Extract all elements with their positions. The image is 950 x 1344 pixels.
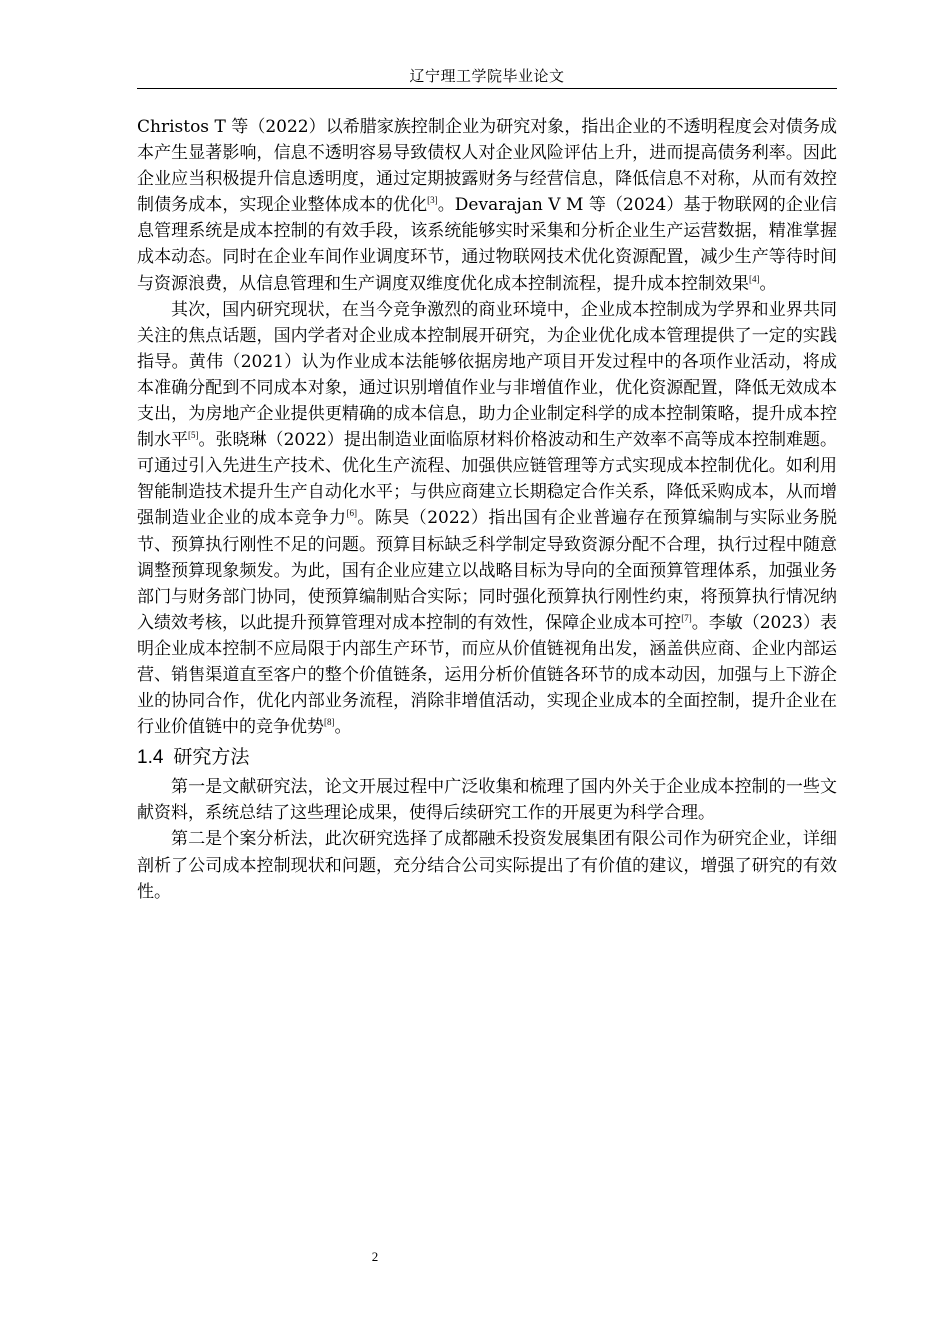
citation-ref: [5] <box>188 430 199 441</box>
body-text <box>137 114 837 905</box>
text-run: 其次，国内研究现状，在当今竞争激烈的商业环境中，企业成本控制成为学界和业界共同关注的焦点话题，国内学者对企业成本控制展开研究，为企业优化成本管理提供了一定的实践指导。黄伟（2021）认为作业成本法能够依据房地产项目开发过程中的各项作业活动，将成本准确分配到不同成本对象，通过识别增值作业与非增值作业，优化资源配置，降低无效成本支出，为房地产企业提供更精确的成本信息，助力企业制定科学的成本控制策略，提升成本控制水平 <box>137 299 837 451</box>
citation-ref: [3] <box>427 195 438 206</box>
citation-ref: [6] <box>346 508 357 519</box>
paragraph-method-case: 第二是个案分析法，此次研究选择了成都融禾投资发展集团有限公司作为研究企业，详细剖析了公司成本控制现状和问题，充分结合公司实际提出了有价值的建议，增强了研究的有效性。 <box>137 829 837 902</box>
running-header: 辽宁理工学院毕业论文 <box>409 67 565 85</box>
text-run: 。陈昊（2022）指出国有企业普遍存在预算编制与实际业务脱节、预算执行刚性不足的问题。预算目标缺乏科学制定导致资源分配不合理，执行过程中随意调整预算现象频发。为此，国有企业应建立以战略目标为导向的全面预算管理体系，加强业务部门与财务部门协同，使预算编制贴合实际；同时强化预算执行刚性约束，将预算执行情况纳入绩效考核，以此提升预算管理对成本控制的有效性，保障企业成本可控 <box>137 508 838 633</box>
section-title: 研究方法 <box>173 746 250 769</box>
citation-ref: [8] <box>324 717 335 728</box>
text-run: 。李敏（2023）表明企业成本控制不应局限于内部生产环节，而应从价值链视角出发，涵盖供应商、企业内部运营、销售渠道直至客户的整个价值链条，运用分析价值链各环节的成本动因，加强与上下游企业的协同合作，优化内部业务流程，消除非增值活动，实现企业成本的全面控制，提升企业在行业价值链中的竞争优势 <box>137 612 838 738</box>
text-run: 。 <box>759 273 777 294</box>
text-run: 。 <box>334 717 352 738</box>
text-run: Christos T 等（2022）以希腊家族控制企业为研究对象，指出企业的不透明程度会对债务成本产生显著影响，信息不透明容易导致债权人对企业风险评估上升，进而提高债务利率。因此企业应当积极提升信息透明度，通过定期披露财务与经营信息，降低信息不对称，从而有效控制债务成本，实现企业整体成本的优化 <box>137 117 837 216</box>
text-run: 。张晓琳（2022）提出制造业面临原材料价格波动和生产效率不高等成本控制难题。可通过引入先进生产技术、优化生产流程、加强供应链管理等方式实现成本控制优化。如利用智能制造技术提升生产自动化水平；与供应商建立长期稳定合作关系，降低采购成本，从而增强制造业企业的成本竞争力 <box>137 430 838 529</box>
citation-ref: [4] <box>749 273 760 284</box>
text-run: 。Devarajan V M 等（2024）基于物联网的企业信息管理系统是成本控制的有效手段，该系统能够实时采集和分析企业生产运营数据，精准掌握成本动态。同时在企业车间作业调度环节，通过物联网技术优化资源配置，减少生产等待时间与资源浪费，从信息管理和生产调度双维度优化成本控制流程，提升成本控制效果 <box>137 195 837 294</box>
page-number: 2 <box>371 1249 379 1264</box>
paragraph-domestic-studies <box>137 297 837 741</box>
header-rule <box>137 88 837 89</box>
paragraph-foreign-studies <box>137 114 837 297</box>
paragraph-method-literature: 第一是文献研究法，论文开展过程中广泛收集和梳理了国内外关于企业成本控制的一些文献资料，系统总结了这些理论成果，使得后续研究工作的开展更为科学合理。 <box>137 777 837 824</box>
section-number: 1.4 <box>137 747 164 769</box>
section-heading <box>137 743 837 772</box>
citation-ref: [7] <box>681 612 692 623</box>
